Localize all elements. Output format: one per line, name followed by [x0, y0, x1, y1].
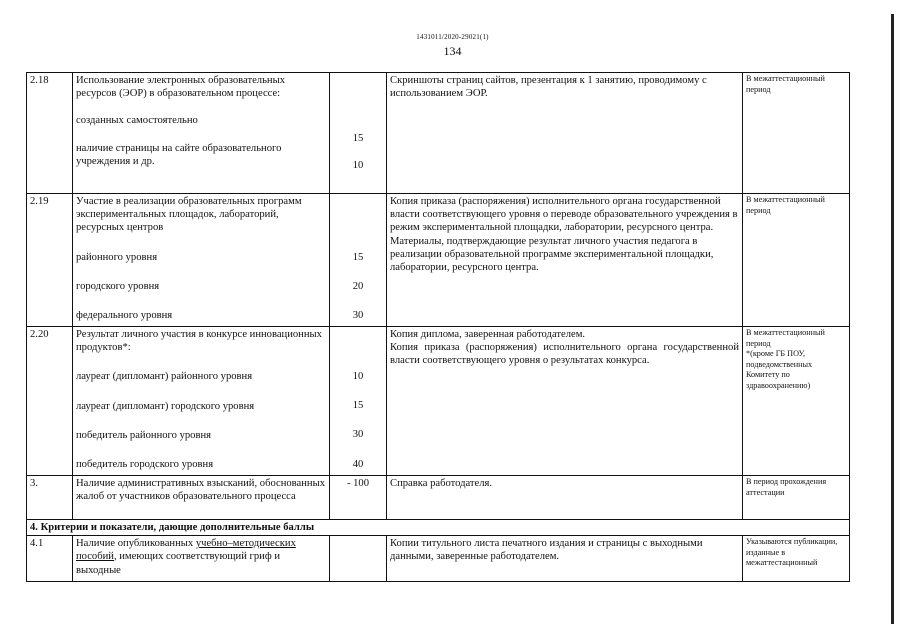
table-row	[27, 476, 850, 520]
points-value: 30	[352, 310, 364, 322]
points-cell	[330, 194, 387, 327]
period-cell	[743, 536, 850, 582]
row-number: 4.1	[27, 536, 73, 582]
row-number: 2.20	[27, 327, 73, 476]
criterion-item: лауреат (дипломант) районного уровня	[76, 371, 253, 383]
points-cell	[330, 476, 387, 520]
section-heading-row	[27, 520, 850, 536]
criterion-item: районного уровня	[76, 251, 158, 263]
criterion-item: созданных самостоятельно	[76, 115, 198, 127]
criterion-item: победитель районного уровня	[76, 429, 211, 441]
criterion-item: городского уровня	[76, 280, 160, 292]
period-text: Указываются публикации, изданные в межаттестационный	[746, 537, 838, 568]
period-text: В период прохождения аттестации	[746, 477, 827, 497]
documents-cell	[387, 73, 743, 194]
table-row	[27, 194, 850, 327]
points-cell	[330, 73, 387, 194]
documents-text: Справка работодателя.	[390, 478, 493, 489]
criterion-title: Наличие административных взысканий, обоснованных жалоб от участников образовательного процесса	[76, 478, 326, 503]
page-edge-rule	[891, 14, 894, 624]
table-row	[27, 73, 850, 194]
points-value: 15	[352, 133, 364, 144]
documents-cell	[387, 536, 743, 582]
documents-cell	[387, 194, 743, 327]
points-value: 30	[352, 429, 364, 441]
criterion-title: Участие в реализации образовательных программ экспериментальных площадок, лабораторий, ресурсных центров	[76, 196, 302, 234]
points-value: 15	[352, 400, 364, 412]
page-number: 134	[443, 44, 462, 58]
criteria-table	[26, 72, 850, 582]
row-number: 3.	[27, 476, 73, 520]
points-value: 15	[352, 252, 364, 263]
points-cell	[330, 536, 387, 582]
criterion-cell	[73, 194, 330, 327]
documents-text: Материалы, подтверждающие результат личного участия педагога в реализации образовательной программе экспериментальной площадки, лаборатории, ресурсного центра.	[390, 235, 714, 274]
documents-text: Копия диплома, заверенная работодателем.	[390, 329, 586, 340]
criterion-title: Результат личного участия в конкурсе инновационных продуктов*:	[76, 329, 322, 354]
points-cell	[330, 327, 387, 476]
period-text: В межаттестационный период	[746, 74, 825, 94]
documents-cell	[387, 327, 743, 476]
points-value: 10	[352, 160, 364, 172]
points-value: 40	[352, 458, 364, 470]
documents-text: Копии титульного листа печатного издания и страницы с выходными данными, заверенные работодателем.	[390, 538, 703, 563]
period-text: В межаттестационный период	[746, 195, 825, 215]
points-value: 20	[352, 281, 364, 293]
criterion-cell	[73, 536, 330, 582]
document-number: 1431011/2020-29021(1)	[416, 33, 489, 41]
period-cell	[743, 327, 850, 476]
table-row	[27, 327, 850, 476]
criterion-item: наличие страницы на сайте образовательного учреждения и др.	[76, 142, 282, 167]
period-cell	[743, 476, 850, 520]
table-row	[27, 536, 850, 582]
criterion-item: федерального уровня	[76, 310, 173, 322]
documents-text: Копия приказа (распоряжения) исполнительного органа государственной власти соответствующего уровня о результатах конкурса.	[390, 342, 739, 367]
documents-text: Скриншоты страниц сайтов, презентация к 1 занятию, проводимому с использованием ЭОР.	[390, 75, 707, 100]
criterion-item: победитель городского уровня	[76, 459, 214, 471]
points-value: - 100	[346, 478, 370, 489]
criterion-cell	[73, 327, 330, 476]
row-number: 2.19	[27, 194, 73, 327]
criterion-title-part: Наличие опубликованных	[76, 538, 196, 550]
criterion-title-underlined: учебно–методических пособий	[76, 538, 296, 563]
criterion-title: Использование электронных образовательных ресурсов (ЭОР) в образовательном процессе:	[76, 75, 286, 100]
section-heading: 4. Критерии и показатели, дающие дополнительные баллы	[27, 520, 850, 536]
period-note: *(кроме ГБ ПОУ, подведомственных Комитету по здравоохранению)	[746, 349, 813, 390]
period-text: В межаттестационный период	[746, 328, 825, 348]
criterion-cell	[73, 476, 330, 520]
criterion-item: лауреат (дипломант) городского уровня	[76, 400, 255, 412]
criterion-cell	[73, 73, 330, 194]
period-cell	[743, 194, 850, 327]
period-cell	[743, 73, 850, 194]
criterion-title-part: , имеющих соответствующий гриф и выходные	[76, 551, 281, 576]
points-value: 10	[352, 371, 364, 382]
row-number: 2.18	[27, 73, 73, 194]
documents-text: Копия приказа (распоряжения) исполнительного органа государственной власти соответствующего уровня о переводе образовательного учреждения в режим экспериментальной площадки, лаборатории, ресурсного центра.	[390, 196, 738, 234]
documents-cell	[387, 476, 743, 520]
